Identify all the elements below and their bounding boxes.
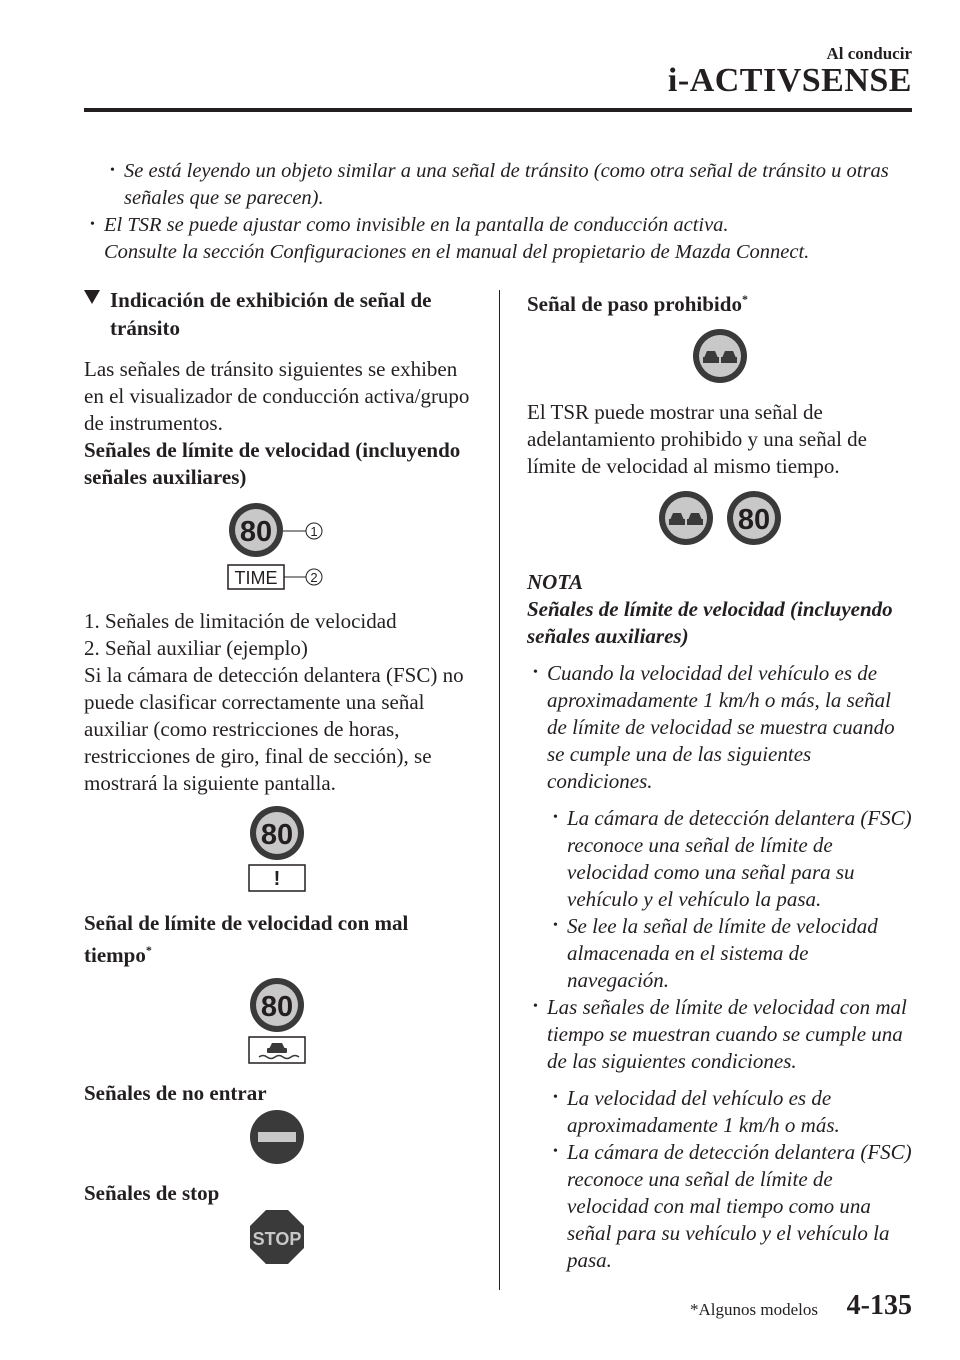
nota-subbullet-3: • La velocidad del vehículo es de aproximadamente 1 km/h o más. xyxy=(547,1085,915,1139)
top-note-1: • Se está leyendo un objeto similar a una señal de tránsito (como otra señal de tránsito u otras señales que se parecen). xyxy=(104,158,914,212)
nota-bullet-2: • Las señales de límite de velocidad con mal tiempo se muestran cuando se cumple una de las siguientes condiciones. xyxy=(527,994,915,1075)
bad-weather-sign-figure xyxy=(84,977,476,1074)
callout-2: 2 xyxy=(310,570,318,585)
nota-label: NOTA xyxy=(527,570,584,594)
no-entry-sign-icon xyxy=(84,1107,476,1167)
nota-subbullet-1: • La cámara de detección delantera (FSC) reconoce una señal de límite de velocidad como una señal para su vehículo y el vehículo la pasa. xyxy=(547,805,915,913)
top-notes xyxy=(84,158,914,266)
speed-sign-value: 80 xyxy=(239,516,273,548)
legend-item-1: 1. Señales de limitación de velocidad xyxy=(84,609,397,633)
no-passing-sign-icon xyxy=(659,491,713,545)
right-column xyxy=(527,286,915,1274)
header-chapter: i-ACTIVSENSE xyxy=(667,62,912,99)
speed-limit-sign-icon xyxy=(727,491,781,545)
exclamation-plate-text: ! xyxy=(273,868,281,890)
triangle-bullet-icon xyxy=(84,290,100,304)
speed-limit-sign-icon xyxy=(84,977,476,1067)
nota-bullets xyxy=(527,660,915,1274)
no-passing-sign-icon xyxy=(527,326,915,386)
top-note-2: • El TSR se puede ajustar como invisible en la pantalla de conducción activa. xyxy=(84,212,914,239)
section-heading: Indicación de exhibición de señal de tránsito xyxy=(84,286,476,342)
no-passing-text: El TSR puede mostrar una señal de adelantamiento prohibido y una señal de límite de velocidad al mismo tiempo. xyxy=(527,400,867,478)
no-passing-heading: Señal de paso prohibido* xyxy=(527,292,748,316)
slippery-road-plate-icon xyxy=(249,1037,305,1063)
unclassified-sign-figure xyxy=(84,805,476,904)
stop-heading: Señales de stop xyxy=(84,1181,220,1205)
time-plate-text: TIME xyxy=(234,568,278,588)
combined-sign-figure xyxy=(527,488,915,555)
speed-sign-figure xyxy=(84,501,476,602)
header-rule xyxy=(84,108,912,112)
stop-sign-icon xyxy=(84,1207,476,1267)
bad-weather-heading: Señal de límite de velocidad con mal tiempo* xyxy=(84,911,409,967)
legend-item-2: 2. Señal auxiliar (ejemplo) xyxy=(84,636,308,660)
combined-signs xyxy=(527,488,915,548)
header-section: Al conducir xyxy=(826,44,912,63)
page-number: 4-135 xyxy=(846,1290,912,1321)
no-entry-sign-figure xyxy=(84,1107,476,1174)
nota-subbullet-2: • Se lee la señal de límite de velocidad almacenada en el sistema de navegación. xyxy=(547,913,915,994)
footer-note: *Algunos modelos xyxy=(690,1300,818,1319)
nota-bullet-1: • Cuando la velocidad del vehículo es de aproximadamente 1 km/h o más, la señal de límite de velocidad se muestra cuando se cumple una de las siguientes condiciones. xyxy=(527,660,915,795)
callout-1: 1 xyxy=(310,524,318,539)
intro-text: Las señales de tránsito siguientes se exhiben en el visualizador de conducción activa/grupo de instrumentos. xyxy=(84,357,470,435)
left-column xyxy=(84,286,476,1274)
nota-heading: Señales de límite de velocidad (incluyendo señales auxiliares) xyxy=(527,597,893,648)
speed-signs-heading: Señales de límite de velocidad (incluyendo señales auxiliares) xyxy=(84,438,461,489)
speed-sign-value: 80 xyxy=(260,991,294,1023)
top-note-2-continued: Consulte la sección Configuraciones en el manual del propietario de Mazda Connect. xyxy=(104,241,810,263)
speed-limit-sign-icon xyxy=(84,501,476,595)
speed-sign-value: 80 xyxy=(737,504,771,536)
speed-limit-sign-icon xyxy=(84,805,476,897)
column-divider xyxy=(499,290,500,1290)
no-passing-sign-figure xyxy=(527,326,915,393)
speed-sign-value: 80 xyxy=(260,819,294,851)
nota-subbullet-4: • La cámara de detección delantera (FSC) reconoce una señal de límite de velocidad con mal tiempo como una señal para su vehículo y el vehículo la pasa. xyxy=(547,1139,915,1274)
stop-sign-text: STOP xyxy=(252,1229,302,1249)
no-entry-heading: Señales de no entrar xyxy=(84,1081,267,1105)
stop-sign-figure xyxy=(84,1207,476,1274)
fsc-text: Si la cámara de detección delantera (FSC) no puede clasificar correctamente una señal auxiliar (como restricciones de horas, restricciones de giro, final de sección), se mostrará la siguiente pantalla. xyxy=(84,663,464,795)
